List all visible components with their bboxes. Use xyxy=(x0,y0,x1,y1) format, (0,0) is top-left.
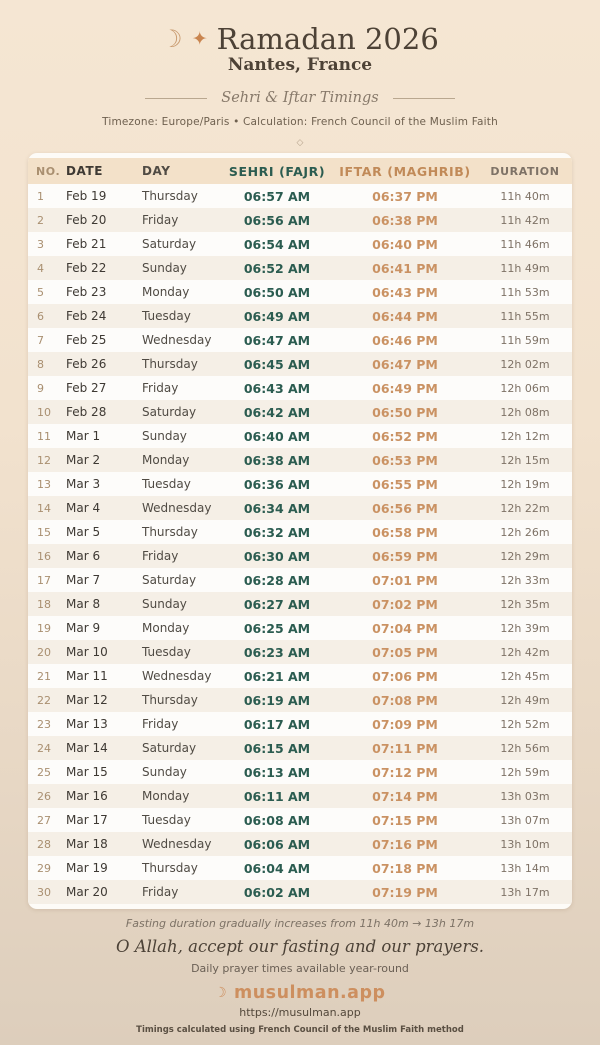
cell-day: Thursday xyxy=(142,861,198,876)
column-header-no: NO. xyxy=(36,164,61,178)
table-row xyxy=(28,376,572,400)
cell-day: Tuesday xyxy=(142,309,191,324)
cell-duration: 13h 07m xyxy=(500,813,550,827)
cell-date: Mar 15 xyxy=(66,765,108,780)
cell-no: 3 xyxy=(37,237,44,251)
cell-no: 25 xyxy=(37,765,51,779)
crescent-moon-icon: ☾ xyxy=(161,25,183,54)
subtitle: Sehri & Iftar Timings xyxy=(221,90,379,107)
left-rule-divider xyxy=(145,98,207,99)
cell-no: 20 xyxy=(37,645,51,659)
calculation-method-note: Timings calculated using French Council of the Muslim Faith method xyxy=(136,1025,464,1036)
cell-iftar: 06:52 PM xyxy=(372,428,438,444)
cell-duration: 12h 08m xyxy=(500,405,550,419)
cell-day: Wednesday xyxy=(142,837,212,852)
cell-day: Saturday xyxy=(142,573,197,588)
cell-date: Mar 14 xyxy=(66,741,108,756)
table-row xyxy=(28,424,572,448)
cell-no: 29 xyxy=(37,861,51,875)
cell-duration: 12h 15m xyxy=(500,453,550,467)
cell-duration: 13h 03m xyxy=(500,789,550,803)
table-body xyxy=(28,184,572,904)
cell-no: 1 xyxy=(37,189,44,203)
cell-date: Feb 26 xyxy=(66,357,107,372)
cell-duration: 12h 59m xyxy=(500,765,550,779)
table-row xyxy=(28,280,572,304)
cell-day: Wednesday xyxy=(142,333,212,348)
cell-sehri: 06:08 AM xyxy=(243,812,311,828)
cell-no: 18 xyxy=(37,597,51,611)
cell-date: Mar 18 xyxy=(66,837,108,852)
brand-crescent-icon: ☾ xyxy=(214,985,227,1002)
cell-sehri: 06:15 AM xyxy=(243,740,311,756)
subtitle-row xyxy=(102,90,498,106)
cell-no: 13 xyxy=(37,477,51,491)
cell-date: Mar 7 xyxy=(66,573,101,588)
cell-iftar: 06:38 PM xyxy=(372,212,438,228)
cell-no: 7 xyxy=(37,333,44,347)
sparkle-star-icon: ✦ xyxy=(191,27,208,50)
cell-day: Monday xyxy=(142,789,190,804)
cell-iftar: 07:02 PM xyxy=(372,596,438,612)
cell-iftar: 06:43 PM xyxy=(372,284,438,300)
cell-no: 28 xyxy=(37,837,51,851)
cell-sehri: 06:36 AM xyxy=(243,476,311,492)
cell-iftar: 06:50 PM xyxy=(372,404,438,420)
brand-row xyxy=(116,983,484,1003)
cell-duration: 12h 42m xyxy=(500,645,550,659)
column-header-day: DAY xyxy=(142,164,171,179)
cell-day: Monday xyxy=(142,453,190,468)
page-footer xyxy=(116,909,484,1035)
cell-no: 6 xyxy=(37,309,44,323)
cell-sehri: 06:06 AM xyxy=(243,836,311,852)
cell-iftar: 06:47 PM xyxy=(372,356,438,372)
cell-date: Feb 25 xyxy=(66,333,107,348)
cell-sehri: 06:13 AM xyxy=(243,764,311,780)
cell-iftar: 06:59 PM xyxy=(372,548,438,564)
cell-day: Thursday xyxy=(142,525,198,540)
brand-url[interactable]: https://musulman.app xyxy=(239,1006,361,1020)
cell-date: Mar 9 xyxy=(66,621,101,636)
cell-duration: 12h 29m xyxy=(500,549,550,563)
cell-iftar: 06:49 PM xyxy=(372,380,438,396)
cell-day: Sunday xyxy=(142,765,187,780)
cell-duration: 11h 42m xyxy=(500,213,550,227)
cell-sehri: 06:52 AM xyxy=(243,260,311,276)
cell-sehri: 06:25 AM xyxy=(243,620,311,636)
cell-sehri: 06:11 AM xyxy=(243,788,311,804)
cell-duration: 12h 06m xyxy=(500,381,550,395)
cell-iftar: 07:05 PM xyxy=(372,644,438,660)
cell-sehri: 06:32 AM xyxy=(243,524,311,540)
cell-day: Sunday xyxy=(142,597,187,612)
cell-day: Sunday xyxy=(142,261,187,276)
cell-date: Mar 16 xyxy=(66,789,108,804)
cell-day: Thursday xyxy=(142,189,198,204)
table-row xyxy=(28,256,572,280)
cell-date: Mar 6 xyxy=(66,549,101,564)
table-row xyxy=(28,616,572,640)
column-header-duration: DURATION xyxy=(490,164,560,178)
table-row xyxy=(28,520,572,544)
cell-no: 14 xyxy=(37,501,51,515)
column-header-iftar: IFTAR (MAGHRIB) xyxy=(339,163,471,179)
cell-iftar: 06:41 PM xyxy=(372,260,438,276)
cell-iftar: 06:40 PM xyxy=(372,236,438,252)
cell-duration: 11h 59m xyxy=(500,333,550,347)
cell-date: Mar 12 xyxy=(66,693,108,708)
cell-date: Mar 5 xyxy=(66,525,101,540)
cell-iftar: 06:53 PM xyxy=(372,452,438,468)
cell-sehri: 06:40 AM xyxy=(243,428,311,444)
cell-sehri: 06:54 AM xyxy=(243,236,311,252)
cell-no: 12 xyxy=(37,453,51,467)
cell-sehri: 06:56 AM xyxy=(243,212,311,228)
table-row xyxy=(28,832,572,856)
cell-no: 24 xyxy=(37,741,51,755)
cell-duration: 13h 14m xyxy=(500,861,550,875)
cell-duration: 12h 02m xyxy=(500,357,550,371)
cell-duration: 13h 17m xyxy=(500,885,550,899)
fasting-duration-note: Fasting duration gradually increases from 11h 40m → 13h 17m xyxy=(125,917,475,931)
cell-day: Monday xyxy=(142,285,190,300)
cell-date: Mar 3 xyxy=(66,477,101,492)
cell-no: 22 xyxy=(37,693,51,707)
cell-duration: 12h 56m xyxy=(500,741,550,755)
cell-iftar: 07:06 PM xyxy=(372,668,438,684)
table-row xyxy=(28,856,572,880)
cell-duration: 13h 10m xyxy=(500,837,550,851)
cell-day: Friday xyxy=(142,717,179,732)
diamond-ornament-icon: ◇ xyxy=(296,138,304,149)
cell-day: Tuesday xyxy=(142,645,191,660)
cell-date: Mar 2 xyxy=(66,453,101,468)
cell-date: Feb 23 xyxy=(66,285,107,300)
cell-no: 21 xyxy=(37,669,51,683)
cell-duration: 12h 35m xyxy=(500,597,550,611)
cell-day: Monday xyxy=(142,621,190,636)
cell-date: Mar 1 xyxy=(66,429,101,444)
cell-no: 26 xyxy=(37,789,51,803)
cell-iftar: 07:19 PM xyxy=(372,884,438,900)
cell-iftar: 06:55 PM xyxy=(372,476,438,492)
cell-date: Mar 11 xyxy=(66,669,108,684)
cell-sehri: 06:34 AM xyxy=(243,500,311,516)
cell-no: 5 xyxy=(37,285,44,299)
cell-iftar: 07:04 PM xyxy=(372,620,438,636)
table-row xyxy=(28,208,572,232)
cell-sehri: 06:23 AM xyxy=(243,644,311,660)
cell-sehri: 06:49 AM xyxy=(243,308,311,324)
cell-duration: 12h 45m xyxy=(500,669,550,683)
cell-date: Mar 19 xyxy=(66,861,108,876)
table-row xyxy=(28,400,572,424)
table-header-row xyxy=(28,158,572,184)
cell-duration: 12h 12m xyxy=(500,429,550,443)
table-row xyxy=(28,328,572,352)
cell-duration: 12h 26m xyxy=(500,525,550,539)
cell-no: 8 xyxy=(37,357,44,371)
cell-iftar: 06:58 PM xyxy=(372,524,438,540)
cell-iftar: 06:37 PM xyxy=(372,188,438,204)
cell-no: 4 xyxy=(37,261,44,275)
cell-no: 23 xyxy=(37,717,51,731)
cell-sehri: 06:47 AM xyxy=(243,332,311,348)
table-row xyxy=(28,592,572,616)
cell-duration: 11h 46m xyxy=(500,237,550,251)
table-row xyxy=(28,496,572,520)
cell-day: Saturday xyxy=(142,405,197,420)
column-header-sehri: SEHRI (FAJR) xyxy=(228,163,326,179)
cell-sehri: 06:57 AM xyxy=(243,188,311,204)
cell-date: Mar 13 xyxy=(66,717,108,732)
column-header-date: DATE xyxy=(66,164,104,179)
cell-day: Tuesday xyxy=(142,477,191,492)
cell-iftar: 06:44 PM xyxy=(372,308,438,324)
cell-date: Mar 17 xyxy=(66,813,108,828)
cell-no: 19 xyxy=(37,621,51,635)
table-row xyxy=(28,304,572,328)
cell-day: Thursday xyxy=(142,693,198,708)
table-row xyxy=(28,760,572,784)
table-row xyxy=(28,880,572,904)
cell-day: Wednesday xyxy=(142,501,212,516)
cell-sehri: 06:02 AM xyxy=(243,884,311,900)
cell-iftar: 06:56 PM xyxy=(372,500,438,516)
timings-table xyxy=(28,153,572,909)
table-row xyxy=(28,784,572,808)
table-row xyxy=(28,472,572,496)
cell-sehri: 06:43 AM xyxy=(243,380,311,396)
cell-duration: 12h 39m xyxy=(500,621,550,635)
cell-day: Friday xyxy=(142,213,179,228)
title-line xyxy=(102,24,498,54)
cell-day: Sunday xyxy=(142,429,187,444)
cell-sehri: 06:50 AM xyxy=(243,284,311,300)
cell-date: Mar 20 xyxy=(66,885,108,900)
cell-date: Mar 10 xyxy=(66,645,108,660)
cell-sehri: 06:21 AM xyxy=(243,668,311,684)
table-row xyxy=(28,568,572,592)
location-label: Nantes, France xyxy=(227,55,373,76)
cell-date: Feb 20 xyxy=(66,213,107,228)
table-row xyxy=(28,688,572,712)
dua-text: O Allah, accept our fasting and our prayers. xyxy=(115,937,485,957)
cell-sehri: 06:17 AM xyxy=(243,716,311,732)
cell-sehri: 06:27 AM xyxy=(243,596,311,612)
table-row xyxy=(28,712,572,736)
cell-iftar: 07:09 PM xyxy=(372,716,438,732)
table-row xyxy=(28,544,572,568)
timezone-calculation-meta: Timezone: Europe/Paris • Calculation: French Council of the Muslim Faith xyxy=(102,116,498,129)
cell-day: Wednesday xyxy=(142,669,212,684)
cell-iftar: 07:16 PM xyxy=(372,836,438,852)
cell-date: Feb 27 xyxy=(66,381,107,396)
cell-no: 17 xyxy=(37,573,51,587)
cell-sehri: 06:19 AM xyxy=(243,692,311,708)
cell-sehri: 06:45 AM xyxy=(243,356,311,372)
right-rule-divider xyxy=(393,98,455,99)
cell-date: Mar 8 xyxy=(66,597,101,612)
cell-day: Saturday xyxy=(142,741,197,756)
cell-day: Tuesday xyxy=(142,813,191,828)
cell-day: Thursday xyxy=(142,357,198,372)
cell-no: 30 xyxy=(37,885,51,899)
cell-no: 9 xyxy=(37,381,44,395)
cell-date: Feb 24 xyxy=(66,309,107,324)
cell-no: 15 xyxy=(37,525,51,539)
cell-no: 11 xyxy=(37,429,51,443)
cell-date: Feb 28 xyxy=(66,405,107,420)
cell-duration: 11h 55m xyxy=(500,309,550,323)
cell-iftar: 07:01 PM xyxy=(372,572,438,588)
cell-iftar: 07:14 PM xyxy=(372,788,438,804)
cell-iftar: 07:18 PM xyxy=(372,860,438,876)
table-row xyxy=(28,184,572,208)
cell-iftar: 07:12 PM xyxy=(372,764,438,780)
table-row xyxy=(28,808,572,832)
table-row xyxy=(28,232,572,256)
cell-no: 10 xyxy=(37,405,51,419)
cell-day: Friday xyxy=(142,549,179,564)
cell-no: 27 xyxy=(37,813,51,827)
cell-duration: 11h 40m xyxy=(500,189,550,203)
cell-sehri: 06:04 AM xyxy=(243,860,311,876)
cell-date: Mar 4 xyxy=(66,501,101,516)
table-row xyxy=(28,664,572,688)
cell-sehri: 06:38 AM xyxy=(243,452,311,468)
cell-duration: 12h 52m xyxy=(500,717,550,731)
table-row xyxy=(28,736,572,760)
cell-day: Friday xyxy=(142,381,179,396)
cell-duration: 12h 49m xyxy=(500,693,550,707)
cell-duration: 11h 53m xyxy=(500,285,550,299)
cell-duration: 12h 19m xyxy=(500,477,550,491)
cell-day: Saturday xyxy=(142,237,197,252)
cell-sehri: 06:28 AM xyxy=(243,572,311,588)
cell-no: 2 xyxy=(37,213,44,227)
cell-date: Feb 22 xyxy=(66,261,107,276)
table-row xyxy=(28,352,572,376)
cell-sehri: 06:30 AM xyxy=(243,548,311,564)
availability-note: Daily prayer times available year-round xyxy=(191,962,409,976)
cell-duration: 12h 22m xyxy=(500,501,550,515)
cell-iftar: 06:46 PM xyxy=(372,332,438,348)
table-row xyxy=(28,448,572,472)
cell-day: Friday xyxy=(142,885,179,900)
cell-duration: 12h 33m xyxy=(500,573,550,587)
page-title: Ramadan 2026 xyxy=(216,22,439,56)
page-header xyxy=(102,0,498,148)
cell-iftar: 07:15 PM xyxy=(372,812,438,828)
cell-iftar: 07:11 PM xyxy=(372,740,438,756)
table-row xyxy=(28,640,572,664)
cell-iftar: 07:08 PM xyxy=(372,692,438,708)
cell-date: Feb 21 xyxy=(66,237,107,252)
cell-no: 16 xyxy=(37,549,51,563)
cell-date: Feb 19 xyxy=(66,189,107,204)
cell-sehri: 06:42 AM xyxy=(243,404,311,420)
cell-duration: 11h 49m xyxy=(500,261,550,275)
brand-name[interactable]: musulman.app xyxy=(233,983,386,1004)
